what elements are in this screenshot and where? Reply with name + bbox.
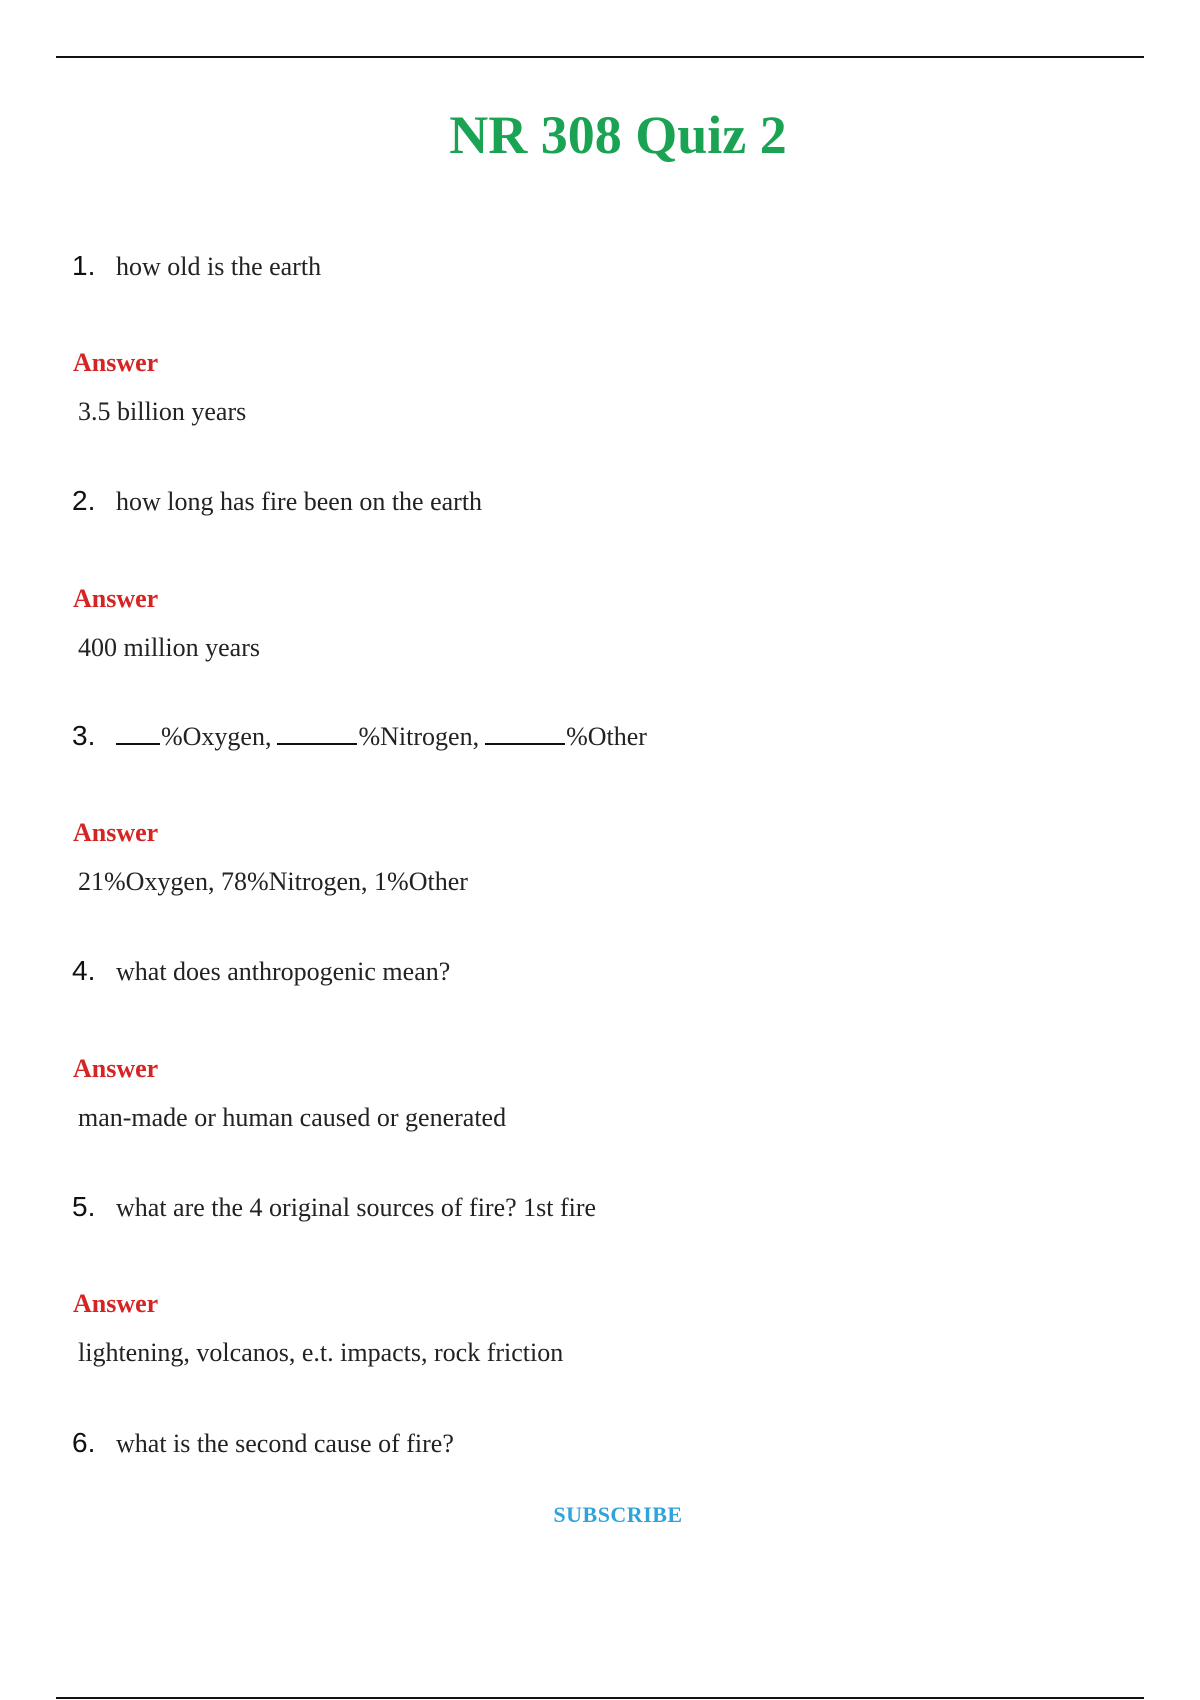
question-number: 3.: [72, 720, 96, 751]
question-4: [72, 957, 450, 985]
question-number: 2.: [72, 485, 96, 516]
fill-in-blank: [485, 723, 565, 745]
question-6: [72, 1429, 454, 1457]
bottom-rule: [56, 1697, 1144, 1699]
answer-label: Answer: [73, 818, 159, 847]
question-3: [72, 722, 647, 750]
top-rule: [56, 56, 1144, 58]
question-text: what does anthropogenic mean?: [116, 957, 451, 986]
question-5: [72, 1193, 596, 1221]
answer-text: lightening, volcanos, e.t. impacts, rock friction: [78, 1338, 564, 1367]
question-1: [72, 252, 321, 280]
fill-in-blank: [116, 723, 160, 745]
answer-text: 3.5 billion years: [78, 397, 247, 426]
question-text: how long has fire been on the earth: [116, 487, 483, 516]
answer-text: 21%Oxygen, 78%Nitrogen, 1%Other: [78, 867, 468, 896]
subscribe-link[interactable]: SUBSCRIBE: [553, 1502, 683, 1527]
answer-label: Answer: [73, 1054, 159, 1083]
question-text: what is the second cause of fire?: [116, 1429, 454, 1458]
question-text-part: %Other: [566, 722, 647, 751]
question-text: how old is the earth: [116, 252, 322, 281]
question-text-part: %Nitrogen,: [358, 722, 480, 751]
page-title: NR 308 Quiz 2: [449, 105, 787, 165]
question-number: 4.: [72, 955, 96, 986]
question-2: [72, 487, 482, 515]
answer-text: man-made or human caused or generated: [78, 1103, 507, 1132]
question-number: 6.: [72, 1427, 96, 1458]
question-text: what are the 4 original sources of fire? 1st fire: [116, 1193, 597, 1222]
answer-label: Answer: [73, 584, 159, 613]
answer-label: Answer: [73, 348, 159, 377]
fill-in-blank: [277, 723, 357, 745]
question-number: 5.: [72, 1191, 96, 1222]
question-text-part: %Oxygen,: [161, 722, 272, 751]
answer-label: Answer: [73, 1289, 159, 1318]
question-number: 1.: [72, 250, 96, 281]
answer-text: 400 million years: [78, 633, 260, 662]
